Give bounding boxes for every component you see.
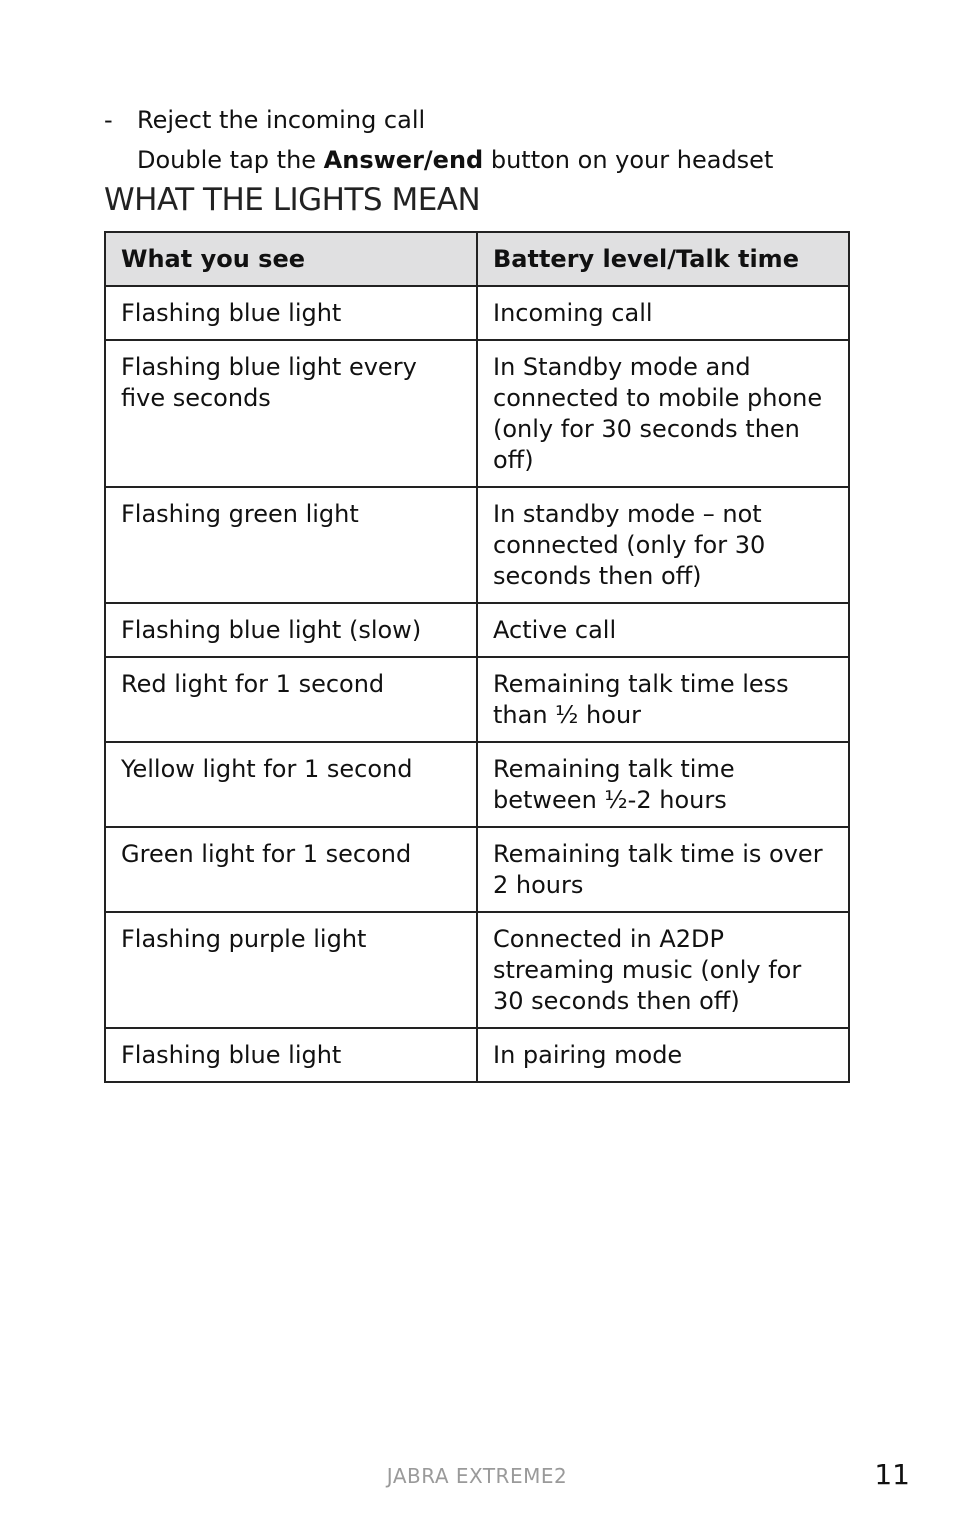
instruction-line — [137, 144, 773, 176]
header-battery-level: Battery level/Talk time — [477, 232, 849, 286]
lights-table — [104, 231, 850, 1083]
light-description: Flashing blue light every five seconds — [105, 340, 477, 487]
table-row — [105, 1028, 849, 1082]
table-row — [105, 742, 849, 827]
light-meaning: Remaining talk time between ½-2 hours — [477, 742, 849, 827]
light-meaning: In Standby mode and connected to mobile phone (only for 30 seconds then off) — [477, 340, 849, 487]
light-meaning: Active call — [477, 603, 849, 657]
page-number: 11 — [874, 1458, 910, 1491]
table-row — [105, 827, 849, 912]
table-row — [105, 603, 849, 657]
header-what-you-see: What you see — [105, 232, 477, 286]
light-meaning: In pairing mode — [477, 1028, 849, 1082]
light-meaning: Remaining talk time less than ½ hour — [477, 657, 849, 742]
bullet-item — [104, 104, 425, 136]
light-meaning: Incoming call — [477, 286, 849, 340]
bullet-marker: - — [104, 106, 113, 134]
instruction-suffix: button on your headset — [483, 146, 774, 174]
section-heading: WHAT THE LIGHTS MEAN — [104, 182, 481, 218]
light-description: Flashing blue light — [105, 286, 477, 340]
light-meaning: Remaining talk time is over 2 hours — [477, 827, 849, 912]
light-description: Red light for 1 second — [105, 657, 477, 742]
light-description: Flashing blue light (slow) — [105, 603, 477, 657]
table-row — [105, 340, 849, 487]
light-description: Yellow light for 1 second — [105, 742, 477, 827]
footer-brand: JABRA EXTREME2 — [386, 1464, 568, 1488]
light-meaning: In standby mode – not connected (only for 30 seconds then off) — [477, 487, 849, 603]
table-row — [105, 487, 849, 603]
light-description: Flashing green light — [105, 487, 477, 603]
instruction-prefix: Double tap the — [137, 146, 324, 174]
instruction-button-name: Answer/end — [323, 146, 484, 174]
light-description: Green light for 1 second — [105, 827, 477, 912]
table-row — [105, 912, 849, 1028]
light-description: Flashing purple light — [105, 912, 477, 1028]
table-row — [105, 657, 849, 742]
table-row — [105, 286, 849, 340]
bullet-text: Reject the incoming call — [137, 106, 426, 134]
light-description: Flashing blue light — [105, 1028, 477, 1082]
table-header-row — [105, 232, 849, 286]
light-meaning: Connected in A2DP streaming music (only for 30 seconds then off) — [477, 912, 849, 1028]
